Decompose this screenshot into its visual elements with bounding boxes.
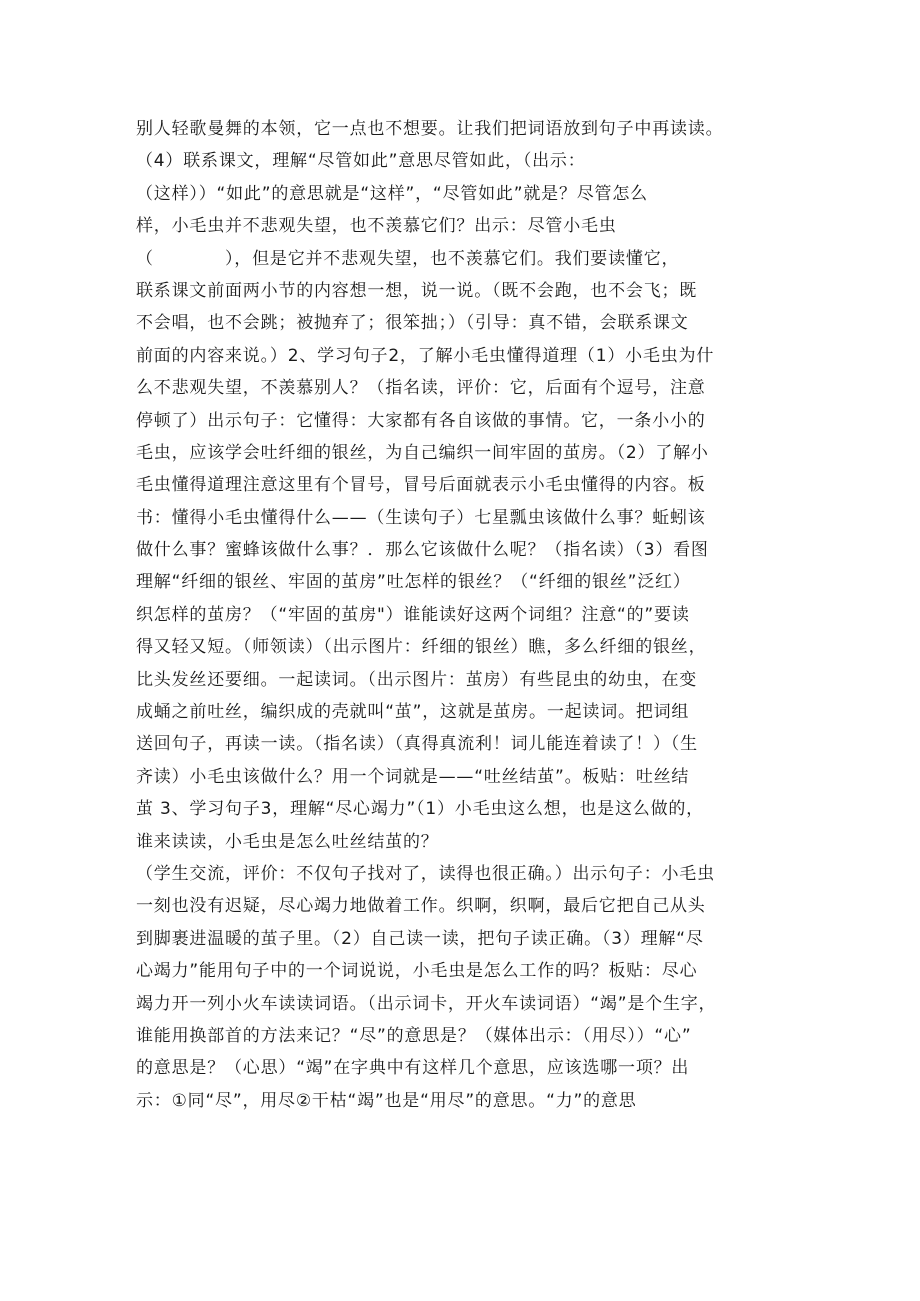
text-line: 织怎样的茧房？（“牢固的茧房"）谁能读好这两个词组？注意“的”要读 — [136, 604, 690, 625]
text-line: 竭力开一列小火车读读词语。（出示词卡，开火车读词语）“竭”是个生字， — [136, 993, 717, 1014]
text-line: 得又轻又短。（师领读）（出示图片：纤细的银丝）瞧，多么纤细的银丝， — [136, 637, 707, 658]
text-line: 前面的内容来说。）2、学习句子2，了解小毛虫懂得道理（1）小毛虫为什 — [136, 345, 715, 366]
text-line: 示：①同“尽”，用尽②干枯“竭”也是“用尽”的意思。“力”的意思 — [136, 1090, 637, 1111]
text-line: 谁能用换部首的方法来记？“尽”的意思是？（媒体出示：（用尽））“心” — [136, 1025, 692, 1046]
text-line: 做什么事？蜜蜂该做什么事？．那么它该做什么呢？（指名读）（3）看图 — [136, 540, 709, 561]
text-line: 到脚裹进温暖的茧子里。（2）自己读一读，把句子读正确。（3）理解“尽 — [136, 928, 704, 949]
text-line: 心竭力”能用句子中的一个词说说，小毛虫是怎么工作的吗？板贴：尽心 — [136, 961, 698, 982]
text-line: 毛虫，应该学会吐纤细的银丝，为自己编织一间牢固的茧房。（2）了解小 — [136, 442, 709, 463]
text-line: 么不悲观失望，不羡慕别人？（指名读，评价：它，后面有个逗号，注意 — [136, 378, 706, 399]
document-body — [136, 113, 806, 1117]
text-line: 谁来读读，小毛虫是怎么吐丝结茧的？ — [136, 831, 439, 852]
text-line: 一刻也没有迟疑，尽心竭力地做着工作。织啊，织啊，最后它把自己从头 — [136, 896, 706, 917]
text-line: 毛虫懂得道理注意这里有个冒号，冒号后面就表示小毛虫懂得的内容。板 — [136, 475, 706, 496]
text-line: 比头发丝还要细。一起读词。（出示图片：茧房）有些昆虫的幼虫，在变 — [136, 669, 698, 690]
text-line: 理解“纤细的银丝、牢固的茧房”吐怎样的银丝？（“纤细的银丝”泛红） — [136, 572, 691, 593]
text-line: （这样））“如此”的意思就是“这样”，“尽管如此”就是？尽管怎么 — [136, 183, 648, 204]
text-line: （学生交流，评价：不仅句子找对了，读得也很正确。）出示句子：小毛虫 — [136, 863, 715, 884]
text-line: 书：懂得小毛虫懂得什么——（生读句子）七星瓢虫该做什么事？蚯蚓该 — [136, 507, 706, 528]
text-line: 的意思是？（心思）“竭”在字典中有这样几个意思，应该选哪一项？出 — [136, 1058, 690, 1079]
text-line: 成蛹之前吐丝，编织成的壳就叫“茧”，这就是茧房。一起读词。把词组 — [136, 702, 690, 723]
text-line: 样，小毛虫并不悲观失望，也不羡慕它们？出示：尽管小毛虫 — [136, 216, 617, 237]
text-line: 茧 3、学习句子3，理解“尽心竭力”（1）小毛虫这么想，也是这么做的， — [136, 799, 704, 820]
text-line: 送回句子，再读一读。（指名读）（真得真流利！词儿能连着读了！）（生 — [136, 734, 698, 755]
text-line: 停顿了）出示句子：它懂得：大家都有各自该做的事情。它，一条小小的 — [136, 410, 706, 431]
text-line: 不会唱，也不会跳；被抛弃了；很笨拙；）（引导：真不错，会联系课文 — [136, 313, 689, 334]
text-line: （ ），但是它并不悲观失望，也不羡慕它们。我们要读懂它， — [136, 248, 680, 269]
text-line: 联系课文前面两小节的内容想一想，说一说。（既不会跑，也不会飞；既 — [136, 280, 698, 301]
text-line: 齐读）小毛虫该做什么？用一个词就是——“吐丝结茧”。板贴：吐丝结 — [136, 766, 690, 787]
text-line: 别人轻歌曼舞的本领，它一点也不想要。让我们把词语放到句子中再读读。 — [136, 119, 724, 139]
text-line: （4）联系课文，理解“尽管如此”意思尽管如此，（出示： — [136, 151, 586, 172]
